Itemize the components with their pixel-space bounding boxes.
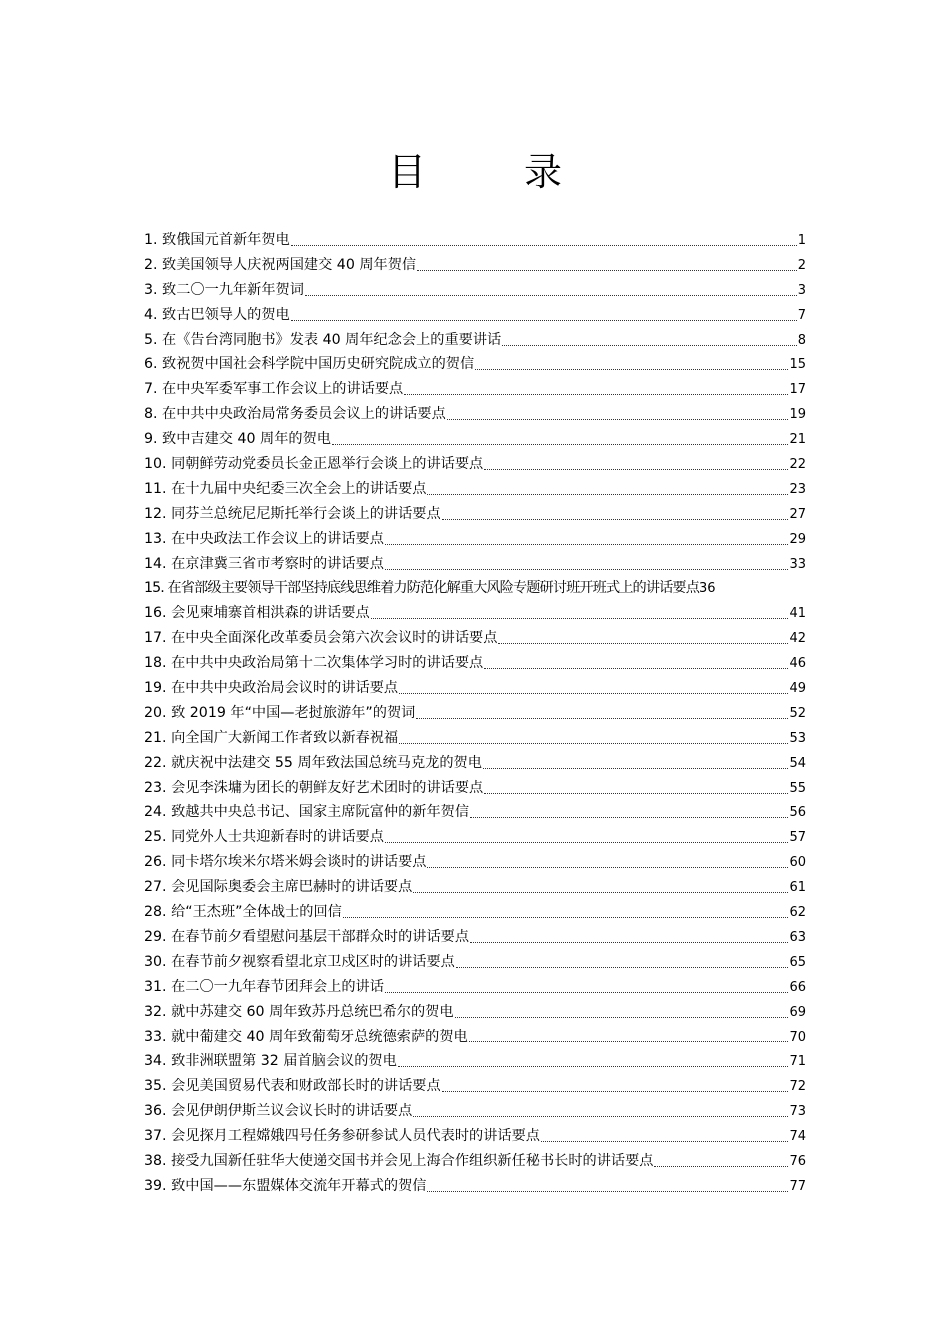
toc-entry[interactable] xyxy=(144,800,806,825)
toc-entry-page-number: 1 xyxy=(797,233,806,248)
toc-entry-page-number: 23 xyxy=(789,481,806,497)
toc-entry-page-number: 70 xyxy=(789,1029,806,1045)
dot-leader xyxy=(417,270,797,271)
toc-entry[interactable] xyxy=(144,1074,806,1099)
dot-leader xyxy=(398,1066,789,1067)
dot-leader xyxy=(470,817,788,818)
toc-entry[interactable] xyxy=(144,701,806,726)
toc-entry[interactable] xyxy=(144,751,806,776)
toc-entry-title: 22. 就庆祝中法建交 55 周年致法国总统马克龙的贺电 xyxy=(144,754,482,771)
toc-entry-page-number: 15 xyxy=(789,357,806,373)
toc-entry-page-number: 54 xyxy=(789,755,806,771)
toc-entry-title: 15. 在省部级主要领导干部坚持底线思维着力防范化解重大风险专题研讨班开班式上的讲话要点 xyxy=(144,580,699,597)
toc-entry-page-number: 57 xyxy=(789,830,806,846)
toc-entry-title: 30. 在春节前夕视察看望北京卫戍区时的讲话要点 xyxy=(144,953,455,970)
dot-leader xyxy=(385,544,789,545)
toc-entry-page-number: 69 xyxy=(789,1004,806,1020)
toc-entry-title: 11. 在十九届中央纪委三次全会上的讲话要点 xyxy=(144,480,427,497)
toc-entry-title: 36. 会见伊朗伊斯兰议会议长时的讲话要点 xyxy=(144,1103,413,1120)
toc-entry[interactable] xyxy=(144,925,806,950)
toc-entry[interactable] xyxy=(144,900,806,925)
dot-leader xyxy=(456,967,789,968)
toc-entry-page-number: 2 xyxy=(797,257,806,273)
toc-entry-title: 35. 会见美国贸易代表和财政部长时的讲话要点 xyxy=(144,1078,441,1095)
toc-entry-title: 34. 致非洲联盟第 32 届首脑会议的贺电 xyxy=(144,1053,397,1070)
dot-leader xyxy=(413,1116,788,1117)
toc-entry-title: 25. 同党外人士共迎新春时的讲话要点 xyxy=(144,829,384,846)
toc-entry-page-number: 41 xyxy=(789,606,806,622)
toc-entry[interactable] xyxy=(144,776,806,801)
toc-entry-page-number: 29 xyxy=(789,531,806,547)
toc-entry[interactable] xyxy=(144,278,806,303)
toc-entry[interactable] xyxy=(144,1049,806,1074)
dot-leader xyxy=(343,917,789,918)
dot-leader xyxy=(416,718,788,719)
toc-entry-title: 29. 在春节前夕看望慰问基层干部群众时的讲话要点 xyxy=(144,928,470,945)
toc-entry-page-number: 21 xyxy=(789,432,806,448)
dot-leader xyxy=(484,469,788,470)
toc-entry-page-number: 74 xyxy=(789,1129,806,1145)
toc-entry-page-number: 46 xyxy=(789,656,806,672)
dot-leader xyxy=(469,1041,789,1042)
toc-entry-title: 27. 会见国际奥委会主席巴赫时的讲话要点 xyxy=(144,879,413,896)
dot-leader xyxy=(455,1017,789,1018)
toc-entry-title: 20. 致 2019 年“中国—老挝旅游年”的贺词 xyxy=(144,704,416,721)
toc-entry[interactable] xyxy=(144,377,806,402)
toc-entry-title: 38. 接受九国新任驻华大使递交国书并会见上海合作组织新任秘书长时的讲话要点 xyxy=(144,1152,654,1169)
toc-entry-page-number: 76 xyxy=(789,1153,806,1169)
dot-leader xyxy=(399,743,788,744)
toc-entry-title: 7. 在中央军委军事工作会议上的讲话要点 xyxy=(144,381,404,398)
toc-entry-title: 9. 致中吉建交 40 周年的贺电 xyxy=(144,431,331,448)
toc-entry-title: 28. 给“王杰班”全体战士的回信 xyxy=(144,904,342,921)
toc-entry-page-number: 42 xyxy=(789,631,806,647)
toc-entry[interactable] xyxy=(144,228,806,253)
dot-leader xyxy=(475,369,788,370)
toc-entry-title: 12. 同芬兰总统尼尼斯托举行会谈上的讲话要点 xyxy=(144,505,441,522)
toc-entry[interactable] xyxy=(144,726,806,751)
toc-entry-page-number: 60 xyxy=(789,855,806,871)
dot-leader xyxy=(447,419,789,420)
toc-entry[interactable] xyxy=(144,427,806,452)
dot-leader xyxy=(385,992,789,993)
toc-entry[interactable] xyxy=(144,477,806,502)
toc-entry-page-number: 66 xyxy=(789,979,806,995)
page-title: 目 录 xyxy=(387,150,592,194)
toc-entry[interactable] xyxy=(144,676,806,701)
dot-leader xyxy=(385,569,789,570)
toc-entry-page-number: 71 xyxy=(789,1054,806,1070)
toc-entry[interactable] xyxy=(144,402,806,427)
dot-leader xyxy=(413,892,788,893)
toc-entry-title: 5. 在《告台湾同胞书》发表 40 周年纪念会上的重要讲话 xyxy=(144,331,502,348)
toc-entry-title: 19. 在中共中央政治局会议时的讲话要点 xyxy=(144,680,399,697)
toc-entry-title: 32. 就中苏建交 60 周年致苏丹总统巴希尔的贺电 xyxy=(144,1003,454,1020)
toc-entry[interactable] xyxy=(144,601,806,626)
dot-leader xyxy=(332,444,788,445)
toc-entry-page-number: 55 xyxy=(789,780,806,796)
toc-entry-page-number: 17 xyxy=(789,382,806,398)
dot-leader xyxy=(427,1191,788,1192)
toc-entry-title: 21. 向全国广大新闻工作者致以新春祝福 xyxy=(144,729,399,746)
toc-entry[interactable] xyxy=(144,452,806,477)
dot-leader xyxy=(399,693,788,694)
toc-entry-title: 3. 致二〇一九年新年贺词 xyxy=(144,281,304,298)
toc-entry-page-number: 56 xyxy=(789,805,806,821)
dot-leader xyxy=(483,768,789,769)
toc-entry[interactable] xyxy=(144,1000,806,1025)
toc-entry[interactable] xyxy=(144,527,806,552)
dot-leader xyxy=(654,1166,788,1167)
dot-leader xyxy=(404,394,788,395)
toc-entry-page-number: 22 xyxy=(789,457,806,473)
dot-leader xyxy=(484,668,788,669)
toc-entry-page-number: 3 xyxy=(797,282,806,298)
toc-entry-title: 17. 在中央全面深化改革委员会第六次会议时的讲话要点 xyxy=(144,630,498,647)
toc-entry[interactable] xyxy=(144,1174,806,1199)
dot-leader xyxy=(427,867,788,868)
toc-entry[interactable] xyxy=(144,975,806,1000)
toc-entry[interactable] xyxy=(144,950,806,975)
dot-leader xyxy=(541,1141,789,1142)
toc-entry[interactable] xyxy=(144,850,806,875)
toc-entry[interactable] xyxy=(144,1124,806,1149)
toc-entry-page-number: 62 xyxy=(789,905,806,921)
dot-leader xyxy=(291,320,797,321)
toc-entry-page-number: 65 xyxy=(789,954,806,970)
toc-entry-title: 26. 同卡塔尔埃米尔塔米姆会谈时的讲话要点 xyxy=(144,854,427,871)
toc-entry[interactable] xyxy=(144,253,806,278)
toc-entry[interactable] xyxy=(144,552,806,577)
toc-entry[interactable] xyxy=(144,825,806,850)
toc-entry-title: 13. 在中央政法工作会议上的讲话要点 xyxy=(144,530,384,547)
dot-leader xyxy=(484,793,788,794)
toc-entry-title: 18. 在中共中央政治局第十二次集体学习时的讲话要点 xyxy=(144,655,484,672)
toc-entry-page-number: 19 xyxy=(789,407,806,423)
toc-entry[interactable] xyxy=(144,875,806,900)
toc-entry[interactable] xyxy=(144,651,806,676)
toc-entry-title: 14. 在京津冀三省市考察时的讲话要点 xyxy=(144,555,384,572)
toc-entry-title: 6. 致祝贺中国社会科学院中国历史研究院成立的贺信 xyxy=(144,356,475,373)
table-of-contents xyxy=(144,228,806,1199)
toc-entry-page-number: 53 xyxy=(789,730,806,746)
toc-entry-title: 37. 会见探月工程嫦娥四号任务参研参试人员代表时的讲话要点 xyxy=(144,1128,540,1145)
toc-entry-title: 1. 致俄国元首新年贺电 xyxy=(144,232,290,248)
dot-leader xyxy=(442,519,789,520)
dot-leader xyxy=(442,1091,789,1092)
toc-entry[interactable] xyxy=(144,352,806,377)
dot-leader xyxy=(498,643,788,644)
toc-entry-title: 16. 会见柬埔寨首相洪森的讲话要点 xyxy=(144,605,370,622)
toc-entry-title: 33. 就中葡建交 40 周年致葡萄牙总统德索萨的贺电 xyxy=(144,1028,468,1045)
toc-entry-title: 10. 同朝鲜劳动党委员长金正恩举行会谈上的讲话要点 xyxy=(144,456,484,473)
toc-entry-title: 2. 致美国领导人庆祝两国建交 40 周年贺信 xyxy=(144,256,417,273)
toc-entry-page-number: 52 xyxy=(789,705,806,721)
toc-entry-page-number: 8 xyxy=(797,332,806,348)
toc-entry-page-number: 49 xyxy=(789,681,806,697)
toc-entry[interactable] xyxy=(144,502,806,527)
toc-entry[interactable] xyxy=(144,303,806,328)
toc-entry-title: 4. 致古巴领导人的贺电 xyxy=(144,306,290,323)
toc-entry-title: 24. 致越共中央总书记、国家主席阮富仲的新年贺信 xyxy=(144,804,470,821)
dot-leader xyxy=(502,345,796,346)
toc-entry-page-number: 73 xyxy=(789,1104,806,1120)
toc-entry[interactable] xyxy=(144,1025,806,1050)
dot-leader xyxy=(291,245,797,246)
dot-leader xyxy=(305,295,797,296)
toc-entry-title: 8. 在中共中央政治局常务委员会议上的讲话要点 xyxy=(144,406,446,423)
toc-entry-page-number: 72 xyxy=(789,1079,806,1095)
toc-entry-page-number: 36 xyxy=(698,581,716,597)
toc-entry-page-number: 61 xyxy=(789,880,806,896)
toc-entry-page-number: 63 xyxy=(789,929,806,945)
toc-entry[interactable] xyxy=(144,328,806,353)
toc-entry[interactable] xyxy=(144,626,806,651)
toc-entry-title: 31. 在二〇一九年春节团拜会上的讲话 xyxy=(144,978,384,995)
toc-entry[interactable] xyxy=(144,1149,806,1174)
dot-leader xyxy=(427,494,788,495)
toc-entry-title: 23. 会见李洙墉为团长的朝鲜友好艺术团时的讲话要点 xyxy=(144,779,484,796)
toc-entry[interactable] xyxy=(144,1099,806,1124)
toc-entry-page-number: 77 xyxy=(789,1178,806,1194)
toc-entry-page-number: 33 xyxy=(789,556,806,572)
toc-entry-page-number: 7 xyxy=(797,307,806,323)
toc-entry-title: 39. 致中国——东盟媒体交流年开幕式的贺信 xyxy=(144,1177,427,1194)
dot-leader xyxy=(470,942,788,943)
toc-entry[interactable] xyxy=(144,576,806,601)
toc-entry-page-number: 27 xyxy=(789,506,806,522)
dot-leader xyxy=(385,842,789,843)
dot-leader xyxy=(371,618,789,619)
